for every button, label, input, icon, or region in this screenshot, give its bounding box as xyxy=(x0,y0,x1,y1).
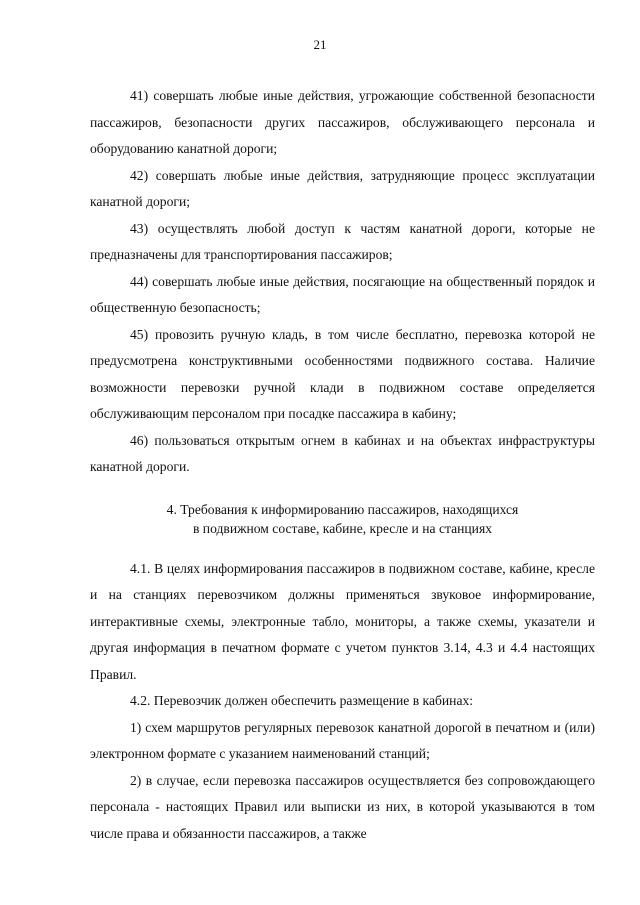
section-heading-line-1: 4. Требования к информированию пассажиров, находящихся xyxy=(166,501,519,517)
section-heading-line-2: в подвижном составе, кабине, кресле и на станциях xyxy=(192,520,492,536)
list-item-44: 44) совершать любые иные действия, посягающие на общественный порядок и общественную безопасность; xyxy=(90,273,595,315)
list-item-41: 41) совершать любые иные действия, угрожающие собственной безопасности пассажиров, безопасности других пассажиров, обслуживающего персонала и оборудованию канатной дороги; xyxy=(90,88,595,156)
list-item-43: 43) осуществлять любой доступ к частям канатной дороги, которые не предназначены для транспортирования пассажиров; xyxy=(90,220,595,262)
clause-4-2-item-2: 2) в случае, если перевозка пассажиров осуществляется без сопровождающего персонала - настоящих Правил или выписки из них, в которой указываются в том числе права и обязанности пассажиров, а также xyxy=(90,772,595,841)
clause-4-1: 4.1. В целях информирования пассажиров в подвижном составе, кабине, кресле и на станциях перевозчиком должны применяться звуковое информирование, интерактивные схемы, электронные табло, мониторы, а также схемы, указатели и другая информация в печатном формате с учетом пунктов 3.14, 4.3 и 4.4 настоящих Правил. xyxy=(90,560,595,682)
list-item-46: 46) пользоваться открытым огнем в кабинах и на объектах инфраструктуры канатной дороги. xyxy=(90,432,595,474)
page-number: 21 xyxy=(313,37,327,52)
list-item-42: 42) совершать любые иные действия, затрудняющие процесс эксплуатации канатной дороги; xyxy=(90,167,595,209)
clause-4-2: 4.2. Перевозчик должен обеспечить размещение в кабинах: xyxy=(130,693,474,708)
document-body xyxy=(90,83,595,847)
clause-4-2-item-1: 1) схем маршрутов регулярных перевозок канатной дорогой в печатном и (или) электронном формате с указанием наименований станций; xyxy=(90,719,595,761)
list-item-45: 45) провозить ручную кладь, в том числе бесплатно, перевозка которой не предусмотрена конструктивными особенностями подвижного состава. Наличие возможности перевозки ручной клади в подвижном составе определяется обслуживающим персоналом при посадке пассажира в кабину; xyxy=(90,326,595,421)
section-heading xyxy=(90,500,595,538)
